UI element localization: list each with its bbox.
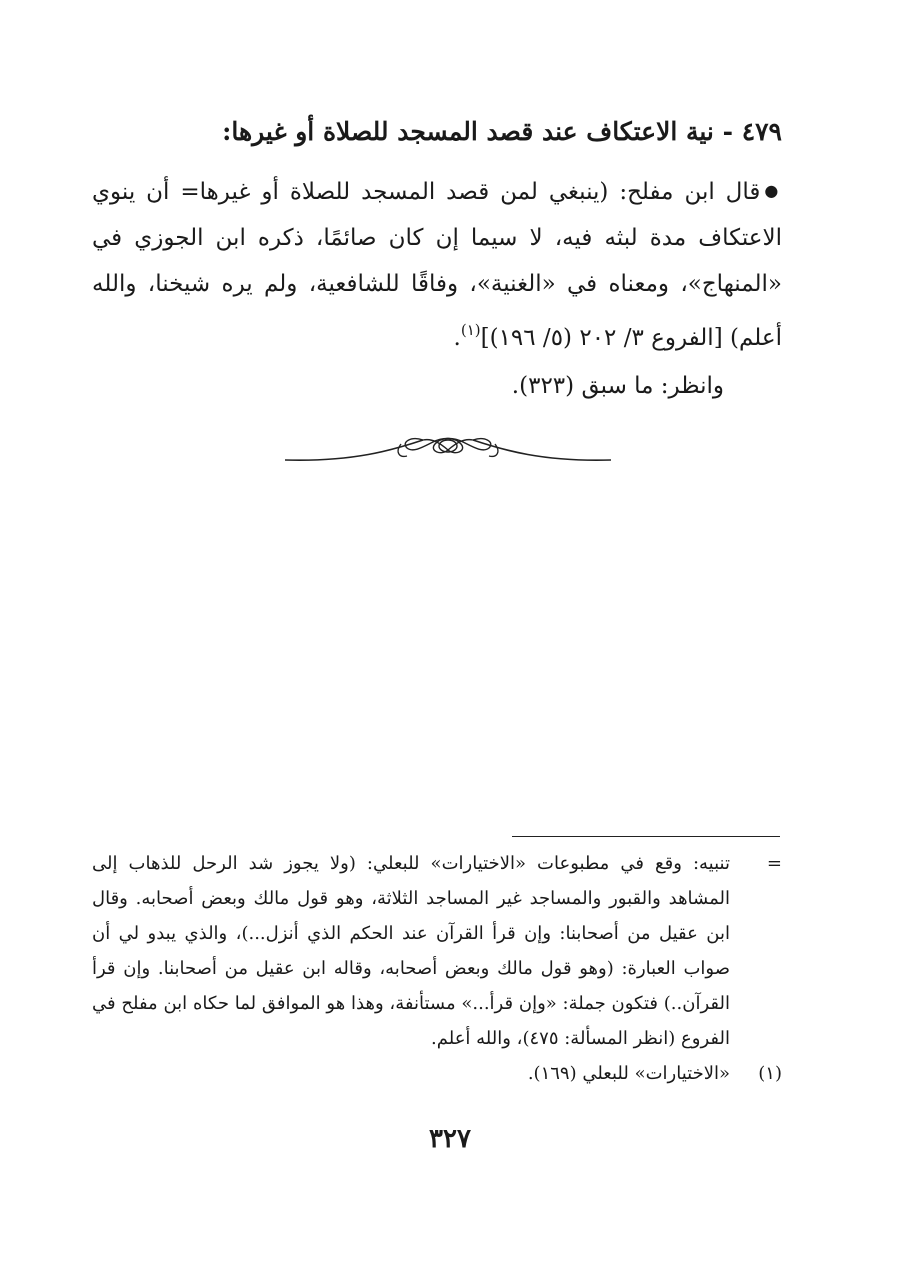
continuation-mark: =: [766, 853, 782, 874]
source-citation: [الفروع ٣/ ٢٠٢ (٥/ ١٩٦)]: [480, 325, 723, 351]
footnote-1-mark: (١): [758, 1063, 782, 1084]
bullet-icon: ●: [764, 181, 782, 200]
issue-number: ٤٧٩: [741, 117, 782, 146]
footnote-note-text: تنبيه: وقع في مطبوعات «الاختيارات» للبعلي: (ولا يجوز شد الرحل للذهاب إلى المشاهد والقبور والمساجد غير المساجد الثلاثة، وهو قول مالك وبعض أصحابه. وقال ابن عقيل من أصحابنا: وإن قرأ القرآن عند الحكم الذي أنزل...)، والذي يبدو لي أن صواب العبارة: (وهو قول مالك وبعض أصحابه، وقاله ابن عقيل من أصحابنا. وإن قرأ القرآن..) فتكون جملة: «وإن قرأ...» مستأنفة، وهذا هو الموافق لما حكاه ابن مفلح في الفروع (انظر المسألة: ٤٧٥)، والله أعلم.: [92, 853, 731, 1049]
main-paragraph: [92, 168, 782, 361]
page-number: ٣٢٧: [429, 1124, 471, 1154]
quote-text: قال ابن مفلح: (ينبغي لمن قصد المسجد للصلاة أو غيرها= أن ينوي الاعتكاف مدة لبثه فيه، لا سيما إن كان صائمًا، ذكره ابن الجوزي في «المنهاج»، ومعناه في «الغنية»، وفاقًا للشافعية، ولم يره شيخنا، والله أعلم): [92, 179, 782, 351]
see-also-reference: وانظر: ما سبق (٣٢٣).: [511, 373, 724, 399]
sentence-end: .: [453, 325, 461, 351]
footnote-1-text: «الاختيارات» للبعلي (١٦٩).: [527, 1063, 730, 1084]
ornament-divider-icon: [283, 428, 613, 468]
footnote-reference[interactable]: (١): [460, 321, 481, 339]
footnote-separator: [512, 836, 780, 837]
footnote-1: [92, 1056, 782, 1091]
issue-title: - نية الاعتكاف عند قصد المسجد للصلاة أو غيرها:: [222, 117, 733, 146]
footnote-continued: [92, 846, 782, 1056]
footnotes: [92, 846, 782, 1091]
issue-heading: [102, 112, 782, 152]
